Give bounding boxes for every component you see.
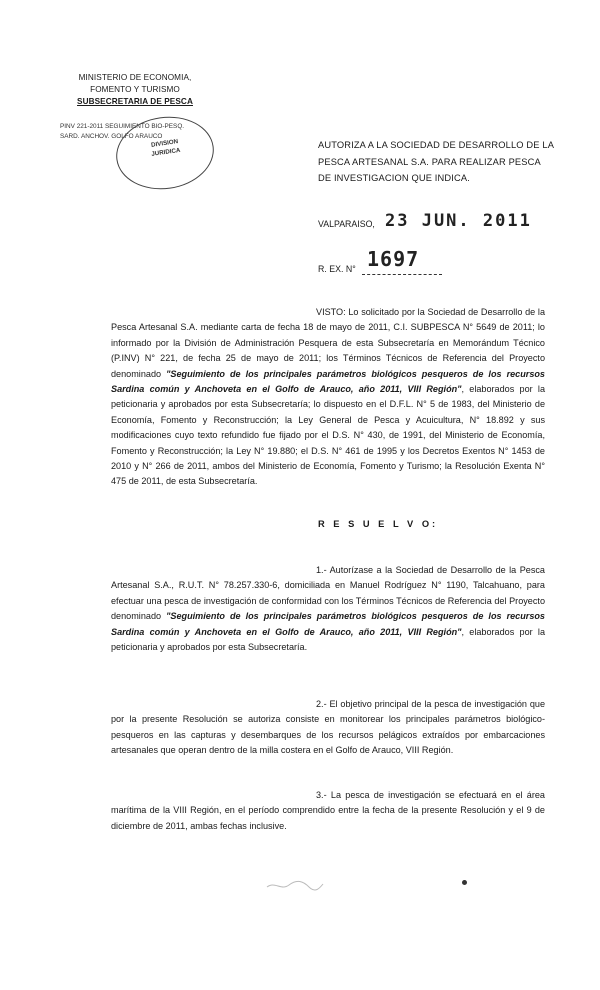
resolution-number-underline bbox=[362, 274, 442, 275]
ministry-line-1: MINISTERIO DE ECONOMIA, bbox=[78, 73, 192, 82]
article-2 bbox=[111, 697, 545, 759]
stamp-line-1: DIVISION bbox=[150, 138, 179, 149]
article-1-text-b: , elaborados por la peticionaria y aprobados por esta Subsecretaría. bbox=[111, 626, 546, 653]
date-stamp: 23 JUN. 2011 bbox=[385, 211, 532, 231]
visto-text-b: , elaborados por la peticionaria y aprobados por esta Subsecretaría; lo dispuesto en el D.F.L. N° 5 de 1983, del Ministerio de Economía, Fomento y Reconstrucción; la Ley General de Pesca y Acuicultura, N° 18.892 y sus modificaciones cuyo texto refundido fue fijado por el D.S. N° 430, de 1991, del Ministerio de Economía, Fomento y Reconstrucción; la Ley N° 19.880; el D.S. N° 461 de 1995 y los Decretos Exentos N° 1453 de 2010 y N° 266 de 2011, ambos del Ministerio de Economía, Fomento y Turismo; la Resolución Exenta N° 475 de 2011, de esta Subsecretaría. bbox=[111, 384, 546, 487]
stamp-text bbox=[139, 137, 191, 161]
article-2-text: El objetivo principal de la pesca de investigación que por la presente Resolución se autoriza consiste en monitorear los principales parámetros biológico-pesqueros en las capturas y desembarques de los recursos pelágicos extraídos por embarcaciones artesanales que operan dentro de la milla costera en el Golfo de Arauco, VIII Región. bbox=[111, 699, 545, 756]
article-1-number: 1.- bbox=[316, 565, 327, 575]
visto-project-title: "Seguimiento de los principales parámetros biológicos pesqueros de los recursos Sardina común y Anchoveta en el Golfo de Arauco, año 2011, VIII Región" bbox=[111, 368, 545, 395]
article-3-text: La pesca de investigación se efectuará en el área marítima de la VIII Región, en el período comprendido entre la fecha de la presente Resolución y el 9 de diciembre de 2011, ambas fechas inclusive. bbox=[111, 790, 545, 831]
ink-dot bbox=[462, 880, 467, 885]
visto-lead: VISTO: bbox=[316, 307, 346, 317]
visto-paragraph bbox=[111, 305, 545, 490]
article-1-text-a: Autorízase a la Sociedad de Desarrollo de la Pesca Artesanal S.A., R.U.T. N° 78.257.330-6, domiciliada en Manuel Rodríguez N° 1190, Talcahuano, para efectuar una pesca de investigación de conformidad con los Términos Técnicos de Referencia del Proyecto denominado bbox=[111, 565, 545, 622]
resolution-subject: AUTORIZA A LA SOCIEDAD DE DESARROLLO DE LA PESCA ARTESANAL S.A. PARA REALIZAR PESCA DE INVESTIGACION QUE INDICA. bbox=[318, 140, 554, 183]
subsecretaria-label: SUBSECRETARIA DE PESCA bbox=[77, 96, 193, 106]
article-3 bbox=[111, 788, 545, 834]
article-1-project-title: "Seguimiento de los principales parámetros biológicos pesqueros de los recursos Sardina común y Anchoveta en el Golfo de Arauco, año 2011, VIII Región" bbox=[111, 611, 545, 637]
stamp-line-2: JURIDICA bbox=[150, 146, 181, 158]
article-3-number: 3.- bbox=[316, 790, 327, 800]
reference-line-2: SARD. ANCHOV. GOLFO ARAUCO bbox=[60, 132, 163, 140]
resolution-label: R. EX. N° bbox=[318, 264, 356, 274]
article-1 bbox=[111, 563, 545, 655]
reference-line-1: PINV 221-2011 SEGUIMIENTO BIO-PESQ. bbox=[60, 123, 185, 130]
ministry-line-2: FOMENTO Y TURISMO bbox=[90, 84, 180, 94]
place-label: VALPARAISO, bbox=[318, 219, 375, 229]
ministry-header bbox=[55, 72, 215, 107]
resolution-number: 1697 bbox=[367, 247, 420, 271]
visto-text-a: Lo solicitado por la Sociedad de Desarrollo de la Pesca Artesanal S.A. mediante carta de fecha 18 de mayo de 2011, C.I. SUBPESCA N° 5649 de 2011; lo informado por la División de Administración Pesquera de esta Subsecretaría en Memorándum Técnico (P.INV) N° 221, de fecha 25 de mayo de 2011; los Términos Técnicos de Referencia del Proyecto denominado bbox=[111, 307, 545, 379]
faint-scribble bbox=[265, 875, 325, 895]
resuelvo-heading: R E S U E L V O: bbox=[318, 519, 439, 529]
article-2-number: 2.- bbox=[316, 699, 327, 709]
